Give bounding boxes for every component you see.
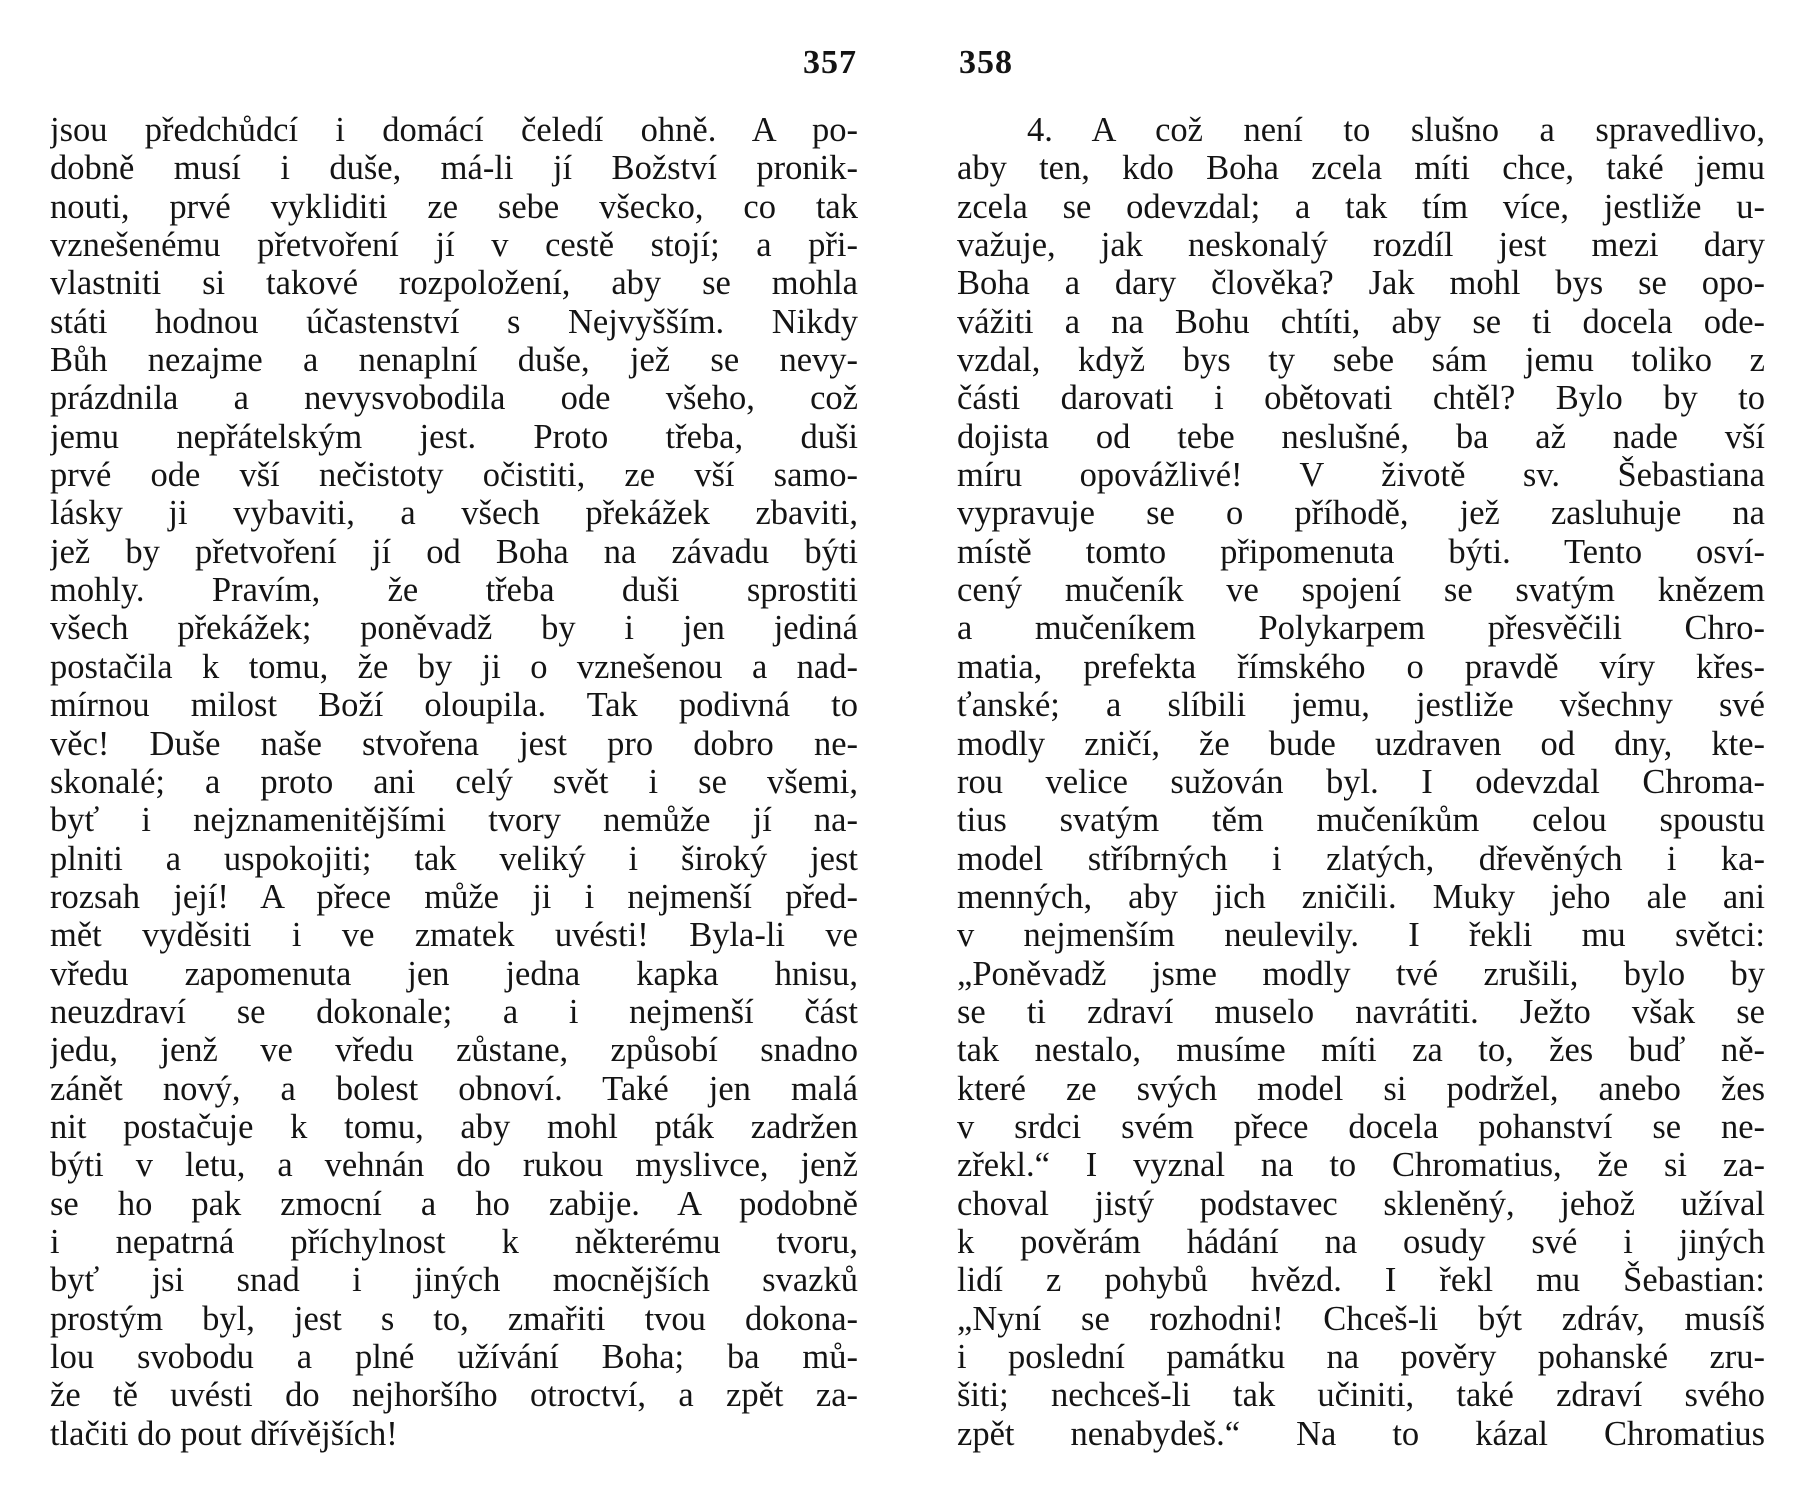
text-line: važuje, jak neskonalý rozdíl jest mezi dary (957, 226, 1765, 265)
text-line: byť i nejznamenitějšími tvory nemůže jí na- (50, 801, 858, 840)
text-line: prázdnila a nevysvobodila ode všeho, což (50, 379, 858, 418)
text-line: aby ten, kdo Boha zcela míti chce, také jemu (957, 149, 1765, 188)
text-line: v nejmenším neulevily. I řekli mu světci: (957, 916, 1765, 955)
text-line: modly zničí, že bude uzdraven od dny, kte- (957, 724, 1765, 763)
text-line: byť jsi snad i jiných mocnějších svazků (50, 1261, 858, 1300)
text-line: mírnou milost Boží oloupila. Tak podivná to (50, 686, 858, 725)
text-line: tius svatým těm mučeníkům celou spoustu (957, 801, 1765, 840)
text-line: skonalé; a proto ani celý svět i se všemi, (50, 762, 858, 801)
left-page (0, 0, 900, 1500)
text-line: nit postačuje k tomu, aby mohl pták zadržen (50, 1107, 858, 1146)
text-line: tlačiti do pout dřívějších! (50, 1414, 398, 1453)
text-line: části darovati i obětovati chtěl? Bylo by to (957, 379, 1765, 418)
text-line: menných, aby jich zničili. Muky jeho ale ani (957, 877, 1765, 916)
text-line: jemu nepřátelským jest. Proto třeba, duši (50, 417, 858, 456)
text-line: ťanské; a slíbili jemu, jestliže všechny své (957, 686, 1765, 725)
text-line: prostým byl, jest s to, zmařiti tvou dokona- (50, 1299, 858, 1338)
text-line: „Nyní se rozhodni! Chceš-li být zdráv, musíš (957, 1299, 1765, 1338)
text-line: i poslední památku na pověry pohanské zru- (957, 1338, 1765, 1376)
right-page (900, 0, 1802, 1500)
text-line: mět vyděsiti i ve zmatek uvésti! Byla-li ve (50, 916, 858, 955)
text-line: jsou předchůdcí i domácí čeledí ohně. A po- (50, 111, 858, 149)
text-line: plniti a uspokojiti; tak veliký i široký jest (50, 839, 858, 878)
text-line: k pověrám hádání na osudy své i jiných (957, 1222, 1765, 1261)
text-line: jedu, jenž ve vředu zůstane, způsobí snadno (50, 1031, 858, 1070)
text-line: rozsah její! A přece může ji i nejmenší před- (50, 877, 858, 916)
page-number: 358 (959, 44, 1013, 81)
text-line: se ti zdraví muselo navrátiti. Ježto však se (957, 992, 1765, 1031)
text-line: státi hodnou účastenství s Nejvyšším. Nikdy (50, 302, 858, 341)
text-line: které ze svých model si podržel, anebo žes (957, 1069, 1765, 1108)
page-number: 357 (803, 44, 857, 81)
text-line: Boha a dary člověka? Jak mohl bys se opo- (957, 264, 1765, 303)
text-line: že tě uvésti do nejhoršího otroctví, a zpět za- (50, 1376, 858, 1415)
text-line: býti v letu, a vehnán do rukou myslivce, jenž (50, 1146, 858, 1185)
text-line: vředu zapomenuta jen jedna kapka hnisu, (50, 954, 858, 993)
text-line: neuzdraví se dokonale; a i nejmenší část (50, 992, 858, 1031)
text-line: lidí z pohybů hvězd. I řekl mu Šebastian: (957, 1261, 1765, 1300)
left-page-text (50, 111, 858, 1453)
right-page-text (957, 111, 1765, 1453)
text-line: 4. A což není to slušno a spravedlivo, (1027, 111, 1765, 149)
text-line: vážiti a na Bohu chtíti, aby se ti docela ode- (957, 302, 1765, 341)
text-line: i nepatrná příchylnost k některému tvoru, (50, 1222, 858, 1261)
text-line: model stříbrných i zlatých, dřevěných i ka- (957, 839, 1765, 878)
text-line: tak nestalo, musíme míti za to, žes buď ně- (957, 1031, 1765, 1070)
text-line: vznešenému přetvoření jí v cestě stojí; a při- (50, 226, 858, 265)
text-line: cený mučeník ve spojení se svatým knězem (957, 571, 1765, 610)
text-line: míru opovážlivé! V životě sv. Šebastiana (957, 456, 1765, 495)
text-line: věc! Duše naše stvořena jest pro dobro ne- (50, 724, 858, 763)
text-line: zřekl.“ I vyznal na to Chromatius, že si za- (957, 1146, 1765, 1185)
text-line: jež by přetvoření jí od Boha na závadu býti (50, 532, 858, 571)
text-line: v srdci svém přece docela pohanství se ne- (957, 1107, 1765, 1146)
text-line: choval jistý podstavec skleněný, jehož užíval (957, 1184, 1765, 1223)
text-line: lásky ji vybaviti, a všech překážek zbaviti, (50, 494, 858, 533)
text-line: šiti; nechceš-li tak učiniti, také zdraví svého (957, 1376, 1765, 1415)
text-line: lou svobodu a plné užívání Boha; ba mů- (50, 1338, 858, 1376)
text-line: nouti, prvé vykliditi ze sebe všecko, co tak (50, 187, 858, 226)
text-line: zcela se odevzdal; a tak tím více, jestliže u- (957, 187, 1765, 226)
text-line: se ho pak zmocní a ho zabije. A podobně (50, 1184, 858, 1223)
text-line: „Poněvadž jsme modly tvé zrušili, bylo by (957, 954, 1765, 993)
text-line: vlastniti si takové rozpoložení, aby se mohla (50, 264, 858, 303)
text-line: vzdal, když bys ty sebe sám jemu toliko z (957, 341, 1765, 380)
text-line: rou velice sužován byl. I odevzdal Chroma- (957, 762, 1765, 801)
text-line: postačila k tomu, že by ji o vznešenou a nad- (50, 647, 858, 686)
text-line: místě tomto připomenuta býti. Tento osví- (957, 532, 1765, 571)
text-line: zpět nenabydeš.“ Na to kázal Chromatius (957, 1414, 1765, 1453)
text-line: a mučeníkem Polykarpem přesvěčili Chro- (957, 609, 1765, 648)
text-line: matia, prefekta římského o pravdě víry křes- (957, 647, 1765, 686)
text-line: dobně musí i duše, má-li jí Božství pronik- (50, 149, 858, 188)
text-line: Bůh nezajme a nenaplní duše, jež se nevy- (50, 341, 858, 380)
text-line: všech překážek; poněvadž by i jen jediná (50, 609, 858, 648)
text-line: vypravuje se o příhodě, jež zasluhuje na (957, 494, 1765, 533)
text-line: dojista od tebe neslušné, ba až nade vší (957, 417, 1765, 456)
text-line: mohly. Pravím, že třeba duši sprostiti (50, 571, 858, 610)
text-line: zánět nový, a bolest obnoví. Také jen malá (50, 1069, 858, 1108)
text-line: prvé ode vší nečistoty očistiti, ze vší samo- (50, 456, 858, 495)
